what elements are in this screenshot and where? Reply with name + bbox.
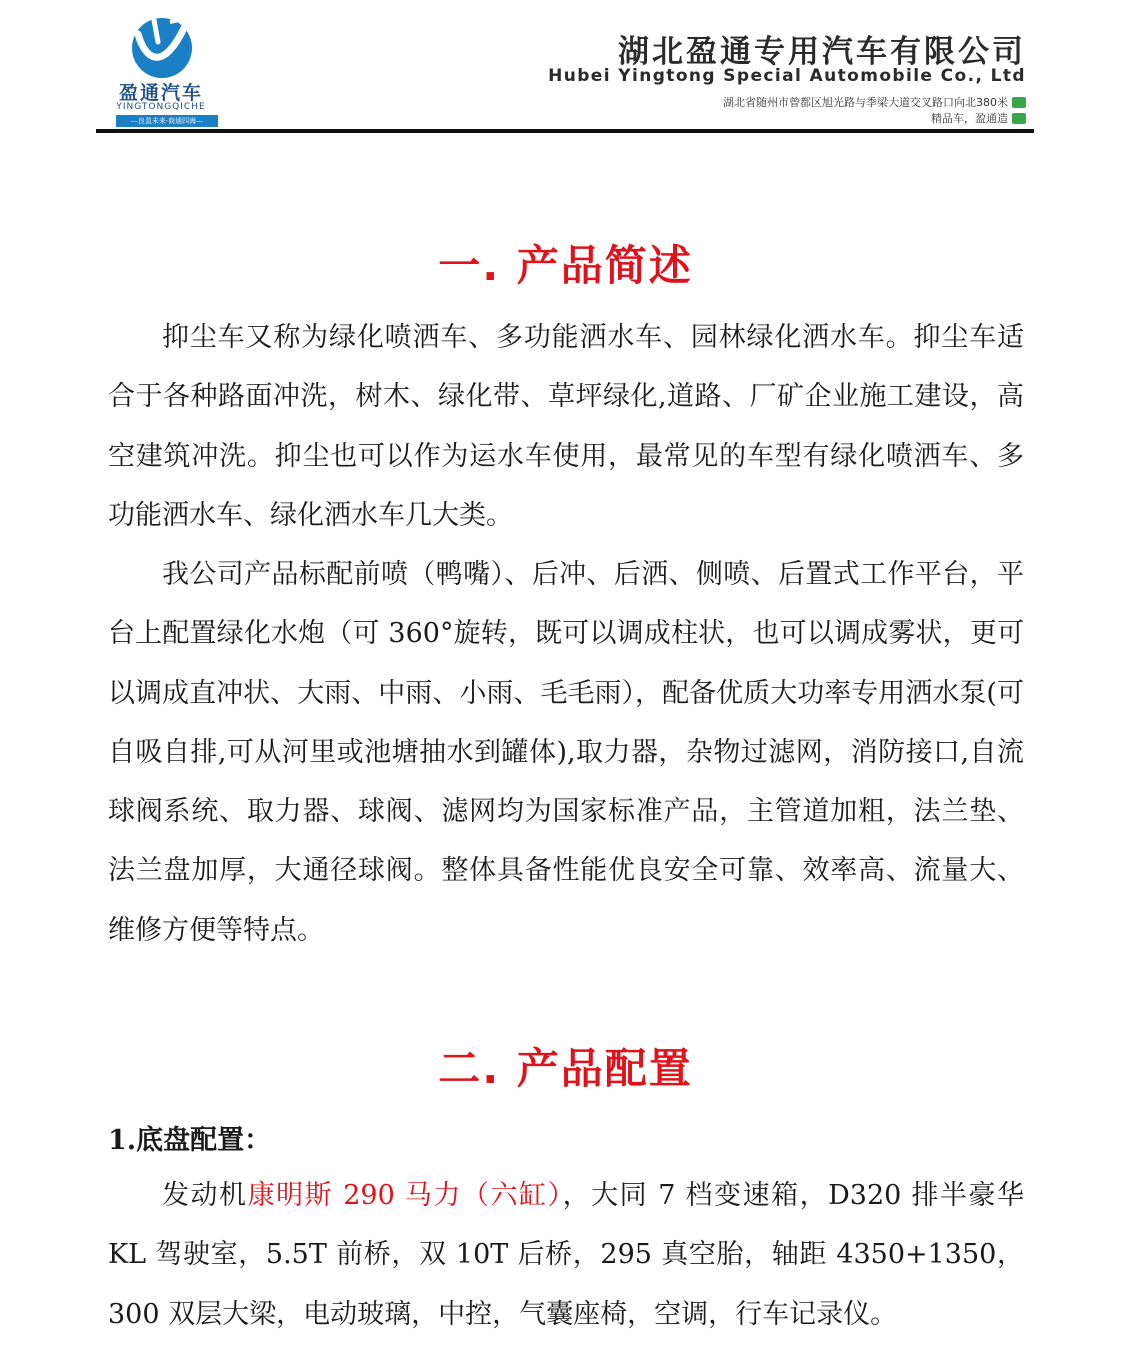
chassis-config-heading: 1.底盘配置： bbox=[108, 1125, 272, 1156]
engine-prefix: 发动机 bbox=[162, 1180, 248, 1211]
tagline-text: 精品车，盈通造 bbox=[931, 112, 1008, 125]
header-divider bbox=[96, 129, 1034, 133]
overview-paragraph-1: 抑尘车又称为绿化喷洒车、多功能洒水车、园林绿化洒水车。抑尘车适合于各种路面冲洗，树木、绿化带、草坪绿化,道路、厂矿企业施工建设，高空建筑冲洗。抑尘也可以作为运水车使用，最常见的车型有绿化喷洒车、多功能洒水车、绿化洒水车几大类。 bbox=[108, 322, 1024, 531]
company-name-chinese: 湖北盈通专用汽车有限公司 bbox=[618, 34, 1026, 70]
company-address bbox=[723, 94, 1026, 110]
overview-paragraph-2: 我公司产品标配前喷（鸭嘴）、后冲、后洒、侧喷、后置式工作平台，平台上配置绿化水炮（可 360°旋转，既可以调成柱状，也可以调成雾状，更可以调成直冲状、大雨、中雨、小雨、毛毛雨），配备优质大功率专用洒水泵(可自吸自排,可从河里或池塘抽水到罐体),取力器，杂物过滤网，消防接口,自流球阀系统、取力器、球阀、滤网均为国家标准产品，主管道加粗，法兰垫、法兰盘加厚，大通径球阀。整体具备性能优良安全可靠、效率高、流量大、维修方便等特点。 bbox=[108, 559, 1024, 946]
leaf-icon bbox=[1012, 113, 1026, 124]
company-name-english: Hubei Yingtong Special Automobile Co., Ltd bbox=[548, 66, 1026, 86]
letterhead bbox=[96, 0, 1034, 134]
engine-highlight: 康明斯 290 马力（六缸） bbox=[247, 1180, 563, 1211]
section-title-overview: 一. 产品简述 bbox=[438, 241, 693, 290]
address-text: 湖北省随州市曾都区旭光路与季梁大道交叉路口向北380米 bbox=[723, 96, 1008, 109]
section-title-configuration: 二. 产品配置 bbox=[438, 1044, 693, 1093]
logo-pinyin-name: YINGTONGQICHE bbox=[116, 102, 206, 112]
company-logo bbox=[106, 14, 216, 128]
logo-chinese-name: 盈通汽车 bbox=[118, 82, 203, 104]
map-pin-icon bbox=[1012, 97, 1026, 108]
logo-mark-icon bbox=[124, 14, 200, 84]
company-tagline bbox=[931, 110, 1026, 126]
logo-slogan: —良盈未来·商通四海— bbox=[116, 115, 218, 127]
chassis-config-paragraph bbox=[108, 1166, 1024, 1344]
engine-details: ，大同 7 档变速箱，D320 排半豪华 KL 驾驶室，5.5T 前桥，双 10T 后桥，295 真空胎，轴距 4350+1350，300 双层大梁，电动玻璃，中控，气囊座椅，空调，行车记录仪。 bbox=[108, 1180, 1025, 1330]
